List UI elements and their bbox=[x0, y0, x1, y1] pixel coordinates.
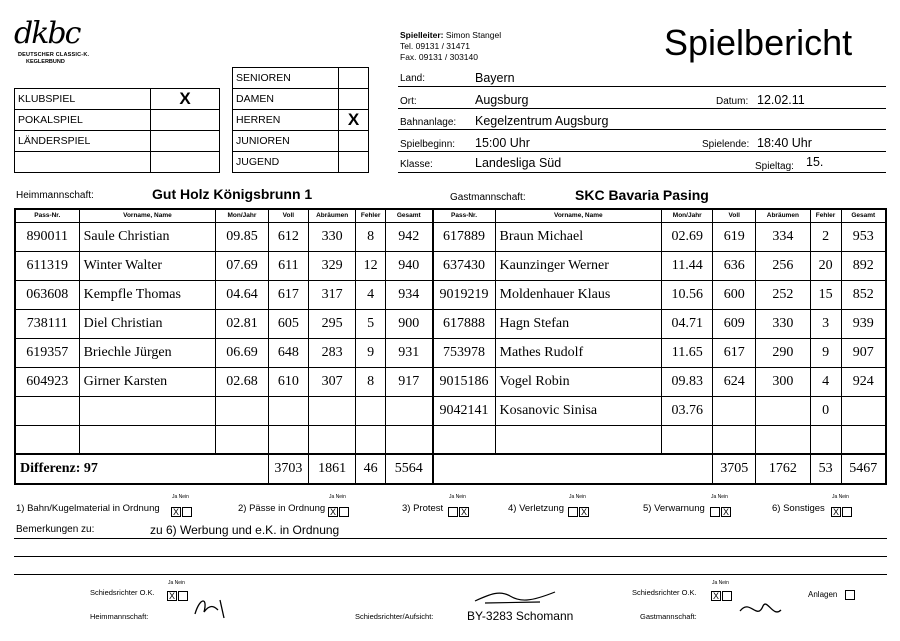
totals-row bbox=[15, 454, 886, 484]
col-header: Abräumen bbox=[756, 209, 810, 222]
land-label: Land: bbox=[400, 73, 426, 84]
col-header: Vorname, Name bbox=[495, 209, 662, 222]
game-type-table bbox=[14, 88, 220, 173]
home-fehler-cell bbox=[356, 396, 386, 425]
guest-abraeumen-cell: 290 bbox=[756, 338, 810, 367]
home-abraeumen-cell: 317 bbox=[309, 280, 356, 309]
home-gesamt-cell: 931 bbox=[386, 338, 433, 367]
home-gesamt-cell: 900 bbox=[386, 309, 433, 338]
ja-checkbox[interactable]: X bbox=[172, 506, 179, 517]
spielende-value: 18:40 Uhr bbox=[757, 136, 812, 150]
home-total-voll: 3703 bbox=[268, 454, 309, 484]
land-value: Bayern bbox=[475, 71, 515, 85]
table-row bbox=[15, 396, 886, 425]
home-abraeumen-cell: 307 bbox=[309, 367, 356, 396]
guest-fehler-cell: 20 bbox=[810, 251, 841, 280]
logo-subtitle-2: KEGLERBUND bbox=[26, 59, 65, 65]
leader-label: Spielleiter: bbox=[400, 30, 444, 40]
home-name-cell bbox=[79, 396, 216, 425]
col-header: Fehler bbox=[810, 209, 841, 222]
check-boxes[interactable] bbox=[831, 503, 852, 521]
category-label: DAMEN bbox=[233, 89, 339, 110]
ja-checkbox[interactable] bbox=[710, 507, 720, 517]
ja-nein-label: Ja Nein bbox=[569, 494, 586, 500]
home-team-name: Gut Holz Königsbrunn 1 bbox=[152, 186, 313, 202]
nein-checkbox[interactable] bbox=[182, 507, 192, 517]
game-type-label bbox=[15, 152, 151, 173]
home-abraeumen-cell: 330 bbox=[309, 222, 356, 251]
home-abraeumen-cell bbox=[309, 425, 356, 454]
ok-label-home: Schiedsrichter O.K. bbox=[90, 588, 155, 597]
game-type-mark: X bbox=[151, 89, 220, 110]
spieltag-label: Spieltag: bbox=[755, 161, 794, 172]
contact-tel: Tel. 09131 / 31471 bbox=[400, 41, 470, 51]
check-boxes[interactable] bbox=[568, 503, 589, 521]
guest-abraeumen-cell: 256 bbox=[756, 251, 810, 280]
nein-checkbox[interactable]: X bbox=[460, 506, 467, 517]
guest-name-cell: Moldenhauer Klaus bbox=[495, 280, 662, 309]
guest-voll-cell: 600 bbox=[713, 280, 756, 309]
category-label: JUGEND bbox=[233, 152, 339, 173]
referee-signature bbox=[470, 586, 560, 608]
referee-label: Schiedsrichter/Aufsicht: bbox=[355, 612, 434, 621]
home-name-cell: Kempfle Thomas bbox=[79, 280, 216, 309]
guest-name-cell: Mathes Rudolf bbox=[495, 338, 662, 367]
home-monjahr-cell: 06.69 bbox=[216, 338, 268, 367]
anlagen-checkbox[interactable] bbox=[845, 590, 855, 600]
guest-name-cell bbox=[495, 425, 662, 454]
home-passnr-cell: 063608 bbox=[15, 280, 79, 309]
home-total-fehler: 46 bbox=[356, 454, 386, 484]
game-type-mark bbox=[151, 131, 220, 152]
category-mark bbox=[339, 68, 369, 89]
home-voll-cell: 605 bbox=[268, 309, 309, 338]
col-header: Gesamt bbox=[386, 209, 433, 222]
home-fehler-cell bbox=[356, 425, 386, 454]
guest-monjahr-cell: 02.69 bbox=[662, 222, 713, 251]
bahnanlage-value: Kegelzentrum Augsburg bbox=[475, 114, 609, 128]
ok-checkbox-home[interactable]: X bbox=[167, 587, 188, 605]
guest-fehler-cell: 4 bbox=[810, 367, 841, 396]
ja-nein-label: Ja Nein bbox=[832, 494, 849, 500]
category-mark bbox=[339, 89, 369, 110]
check-label: 5) Verwarnung bbox=[643, 503, 705, 514]
guest-monjahr-cell: 11.65 bbox=[662, 338, 713, 367]
check-boxes[interactable] bbox=[328, 503, 349, 521]
klasse-value: Landesliga Süd bbox=[475, 156, 562, 170]
guest-abraeumen-cell: 300 bbox=[756, 367, 810, 396]
col-header: Vorname, Name bbox=[79, 209, 216, 222]
home-abraeumen-cell: 283 bbox=[309, 338, 356, 367]
score-table bbox=[14, 208, 887, 485]
col-header: Abräumen bbox=[309, 209, 356, 222]
guest-name-cell: Vogel Robin bbox=[495, 367, 662, 396]
contact-fax: Fax. 09131 / 303140 bbox=[400, 52, 478, 62]
leader-name: Simon Stangel bbox=[445, 30, 502, 40]
guest-passnr-cell bbox=[433, 425, 495, 454]
guest-monjahr-cell: 11.44 bbox=[662, 251, 713, 280]
guest-passnr-cell: 617888 bbox=[433, 309, 495, 338]
guest-voll-cell bbox=[713, 425, 756, 454]
category-label: SENIOREN bbox=[233, 68, 339, 89]
home-voll-cell bbox=[268, 396, 309, 425]
home-voll-cell: 610 bbox=[268, 367, 309, 396]
nein-checkbox[interactable] bbox=[842, 507, 852, 517]
category-label: JUNIOREN bbox=[233, 131, 339, 152]
guest-fehler-cell bbox=[810, 425, 841, 454]
table-row bbox=[15, 367, 886, 396]
guest-total-abraeumen: 1762 bbox=[756, 454, 810, 484]
home-monjahr-cell: 04.64 bbox=[216, 280, 268, 309]
game-type-label: KLUBSPIEL bbox=[15, 89, 151, 110]
home-voll-cell: 611 bbox=[268, 251, 309, 280]
guest-monjahr-cell: 03.76 bbox=[662, 396, 713, 425]
col-header: Voll bbox=[268, 209, 309, 222]
home-passnr-cell bbox=[15, 396, 79, 425]
col-header: Fehler bbox=[356, 209, 386, 222]
check-label: 3) Protest bbox=[402, 503, 444, 514]
home-fehler-cell: 8 bbox=[356, 367, 386, 396]
game-type-mark bbox=[151, 110, 220, 131]
ja-nein-label: Ja Nein bbox=[712, 580, 729, 586]
check-label: 1) Bahn/Kugelmaterial in Ordnung bbox=[16, 503, 160, 514]
home-passnr-cell: 604923 bbox=[15, 367, 79, 396]
table-row bbox=[15, 425, 886, 454]
table-row bbox=[15, 251, 886, 280]
anlagen-label: Anlagen bbox=[808, 590, 838, 599]
guest-voll-cell: 619 bbox=[713, 222, 756, 251]
guest-name-cell: Kaunzinger Werner bbox=[495, 251, 662, 280]
home-name-cell: Diel Christian bbox=[79, 309, 216, 338]
guest-monjahr-cell bbox=[662, 425, 713, 454]
guest-total-gesamt: 5467 bbox=[841, 454, 886, 484]
guest-passnr-cell: 617889 bbox=[433, 222, 495, 251]
table-row bbox=[15, 309, 886, 338]
guest-gesamt-cell: 907 bbox=[841, 338, 886, 367]
guest-passnr-cell: 9042141 bbox=[433, 396, 495, 425]
home-monjahr-cell: 07.69 bbox=[216, 251, 268, 280]
home-gesamt-cell: 934 bbox=[386, 280, 433, 309]
home-abraeumen-cell bbox=[309, 396, 356, 425]
check-label: 6) Sonstiges bbox=[772, 503, 825, 514]
guest-name-cell: Hagn Stefan bbox=[495, 309, 662, 338]
home-monjahr-cell bbox=[216, 425, 268, 454]
home-passnr-cell bbox=[15, 425, 79, 454]
ort-label: Ort: bbox=[400, 96, 417, 107]
differenz: Differenz: 97 bbox=[15, 454, 268, 484]
guest-passnr-cell: 753978 bbox=[433, 338, 495, 367]
guest-abraeumen-cell: 334 bbox=[756, 222, 810, 251]
home-gesamt-cell bbox=[386, 396, 433, 425]
guest-monjahr-cell: 04.71 bbox=[662, 309, 713, 338]
home-team-label: Heimmannschaft: bbox=[16, 190, 94, 201]
guest-gesamt-cell bbox=[841, 425, 886, 454]
remarks-label: Bemerkungen zu: bbox=[16, 524, 95, 535]
guest-sign-label: Gastmannschaft: bbox=[640, 612, 697, 621]
guest-passnr-cell: 637430 bbox=[433, 251, 495, 280]
home-monjahr-cell: 02.81 bbox=[216, 309, 268, 338]
col-header: Voll bbox=[713, 209, 756, 222]
ja-nein-label: Ja Nein bbox=[449, 494, 466, 500]
category-table bbox=[232, 67, 369, 173]
home-name-cell: Winter Walter bbox=[79, 251, 216, 280]
home-passnr-cell: 619357 bbox=[15, 338, 79, 367]
guest-monjahr-cell: 09.83 bbox=[662, 367, 713, 396]
guest-name-cell: Kosanovic Sinisa bbox=[495, 396, 662, 425]
guest-fehler-cell: 9 bbox=[810, 338, 841, 367]
check-boxes[interactable] bbox=[448, 503, 469, 521]
home-gesamt-cell: 940 bbox=[386, 251, 433, 280]
klasse-label: Klasse: bbox=[400, 159, 433, 170]
home-monjahr-cell bbox=[216, 396, 268, 425]
category-mark bbox=[339, 152, 369, 173]
home-fehler-cell: 9 bbox=[356, 338, 386, 367]
spielbeginn-value: 15:00 Uhr bbox=[475, 136, 530, 150]
ja-checkbox[interactable] bbox=[568, 507, 578, 517]
nein-checkbox[interactable]: X bbox=[722, 506, 729, 517]
guest-voll-cell: 617 bbox=[713, 338, 756, 367]
col-header: Mon/Jahr bbox=[662, 209, 713, 222]
ja-nein-label: Ja Nein bbox=[168, 580, 185, 586]
header-row bbox=[15, 209, 886, 222]
guest-voll-cell: 624 bbox=[713, 367, 756, 396]
ja-checkbox[interactable]: X bbox=[832, 506, 839, 517]
home-passnr-cell: 738111 bbox=[15, 309, 79, 338]
home-fehler-cell: 5 bbox=[356, 309, 386, 338]
guest-team-name: SKC Bavaria Pasing bbox=[575, 187, 709, 203]
guest-fehler-cell: 2 bbox=[810, 222, 841, 251]
table-row bbox=[15, 222, 886, 251]
guest-voll-cell bbox=[713, 396, 756, 425]
guest-total-voll: 3705 bbox=[713, 454, 756, 484]
home-abraeumen-cell: 295 bbox=[309, 309, 356, 338]
logo-brand: dkbc bbox=[14, 16, 80, 51]
home-sign-label: Heimmannschaft: bbox=[90, 612, 149, 621]
referee-value: BY-3283 Schomann bbox=[467, 609, 574, 623]
guest-gesamt-cell: 924 bbox=[841, 367, 886, 396]
category-label: HERREN bbox=[233, 110, 339, 131]
guest-monjahr-cell: 10.56 bbox=[662, 280, 713, 309]
page-title: Spielbericht bbox=[664, 22, 853, 63]
home-voll-cell: 612 bbox=[268, 222, 309, 251]
guest-abraeumen-cell: 330 bbox=[756, 309, 810, 338]
game-type-label: LÄNDERSPIEL bbox=[15, 131, 151, 152]
guest-gesamt-cell bbox=[841, 396, 886, 425]
col-header: Pass-Nr. bbox=[15, 209, 79, 222]
nein-checkbox[interactable] bbox=[339, 507, 349, 517]
ok-checkbox-guest[interactable]: X bbox=[711, 587, 732, 605]
home-name-cell: Saule Christian bbox=[79, 222, 216, 251]
home-monjahr-cell: 02.68 bbox=[216, 367, 268, 396]
table-row bbox=[15, 280, 886, 309]
col-header: Mon/Jahr bbox=[216, 209, 268, 222]
ok-label-guest: Schiedsrichter O.K. bbox=[632, 588, 697, 597]
guest-gesamt-cell: 953 bbox=[841, 222, 886, 251]
category-mark bbox=[339, 131, 369, 152]
guest-gesamt-cell: 852 bbox=[841, 280, 886, 309]
spielende-label: Spielende: bbox=[702, 139, 750, 150]
ja-nein-label: Ja Nein bbox=[329, 494, 346, 500]
home-gesamt-cell bbox=[386, 425, 433, 454]
ja-nein-label: Ja Nein bbox=[172, 494, 189, 500]
guest-voll-cell: 636 bbox=[713, 251, 756, 280]
home-signature bbox=[190, 592, 240, 622]
guest-voll-cell: 609 bbox=[713, 309, 756, 338]
check-boxes[interactable] bbox=[710, 503, 731, 521]
col-header: Gesamt bbox=[841, 209, 886, 222]
guest-fehler-cell: 15 bbox=[810, 280, 841, 309]
contact-block bbox=[400, 30, 501, 63]
home-fehler-cell: 12 bbox=[356, 251, 386, 280]
check-boxes[interactable] bbox=[171, 503, 192, 521]
col-header: Pass-Nr. bbox=[433, 209, 495, 222]
home-voll-cell: 648 bbox=[268, 338, 309, 367]
guest-name-cell: Braun Michael bbox=[495, 222, 662, 251]
home-voll-cell: 617 bbox=[268, 280, 309, 309]
guest-abraeumen-cell bbox=[756, 396, 810, 425]
remarks-text: zu 6) Werbung und e.K. in Ordnung bbox=[150, 523, 340, 537]
home-fehler-cell: 4 bbox=[356, 280, 386, 309]
ja-checkbox[interactable] bbox=[448, 507, 458, 517]
category-mark: X bbox=[339, 110, 369, 131]
bahnanlage-label: Bahnanlage: bbox=[400, 117, 457, 128]
home-abraeumen-cell: 329 bbox=[309, 251, 356, 280]
guest-fehler-cell: 3 bbox=[810, 309, 841, 338]
home-fehler-cell: 8 bbox=[356, 222, 386, 251]
home-total-abraeumen: 1861 bbox=[309, 454, 356, 484]
game-type-mark bbox=[151, 152, 220, 173]
guest-total-fehler: 53 bbox=[810, 454, 841, 484]
guest-gesamt-cell: 939 bbox=[841, 309, 886, 338]
guest-fehler-cell: 0 bbox=[810, 396, 841, 425]
table-row bbox=[15, 338, 886, 367]
home-voll-cell bbox=[268, 425, 309, 454]
guest-team-label: Gastmannschaft: bbox=[450, 192, 526, 203]
home-total-gesamt: 5564 bbox=[386, 454, 433, 484]
ja-checkbox[interactable]: X bbox=[329, 506, 336, 517]
guest-total-spacer bbox=[433, 454, 713, 484]
spieltag-value: 15. bbox=[806, 155, 824, 169]
spielbeginn-label: Spielbeginn: bbox=[400, 139, 456, 150]
guest-gesamt-cell: 892 bbox=[841, 251, 886, 280]
game-type-label: POKALSPIEL bbox=[15, 110, 151, 131]
guest-passnr-cell: 9019219 bbox=[433, 280, 495, 309]
guest-abraeumen-cell: 252 bbox=[756, 280, 810, 309]
datum-label: Datum: bbox=[716, 96, 749, 107]
check-label: 4) Verletzung bbox=[508, 503, 564, 514]
check-label: 2) Pässe in Ordnung bbox=[238, 503, 326, 514]
home-name-cell: Briechle Jürgen bbox=[79, 338, 216, 367]
logo-subtitle-1: DEUTSCHER CLASSIC-K. bbox=[18, 52, 90, 58]
ja-nein-label: Ja Nein bbox=[711, 494, 728, 500]
home-gesamt-cell: 942 bbox=[386, 222, 433, 251]
guest-passnr-cell: 9015186 bbox=[433, 367, 495, 396]
home-name-cell: Girner Karsten bbox=[79, 367, 216, 396]
home-gesamt-cell: 917 bbox=[386, 367, 433, 396]
home-name-cell bbox=[79, 425, 216, 454]
dkbc-logo bbox=[14, 8, 114, 68]
nein-checkbox[interactable]: X bbox=[580, 506, 587, 517]
guest-abraeumen-cell bbox=[756, 425, 810, 454]
home-passnr-cell: 611319 bbox=[15, 251, 79, 280]
ort-value: Augsburg bbox=[475, 93, 529, 107]
guest-signature bbox=[735, 596, 785, 626]
datum-value: 12.02.11 bbox=[757, 93, 805, 107]
home-monjahr-cell: 09.85 bbox=[216, 222, 268, 251]
home-passnr-cell: 890011 bbox=[15, 222, 79, 251]
